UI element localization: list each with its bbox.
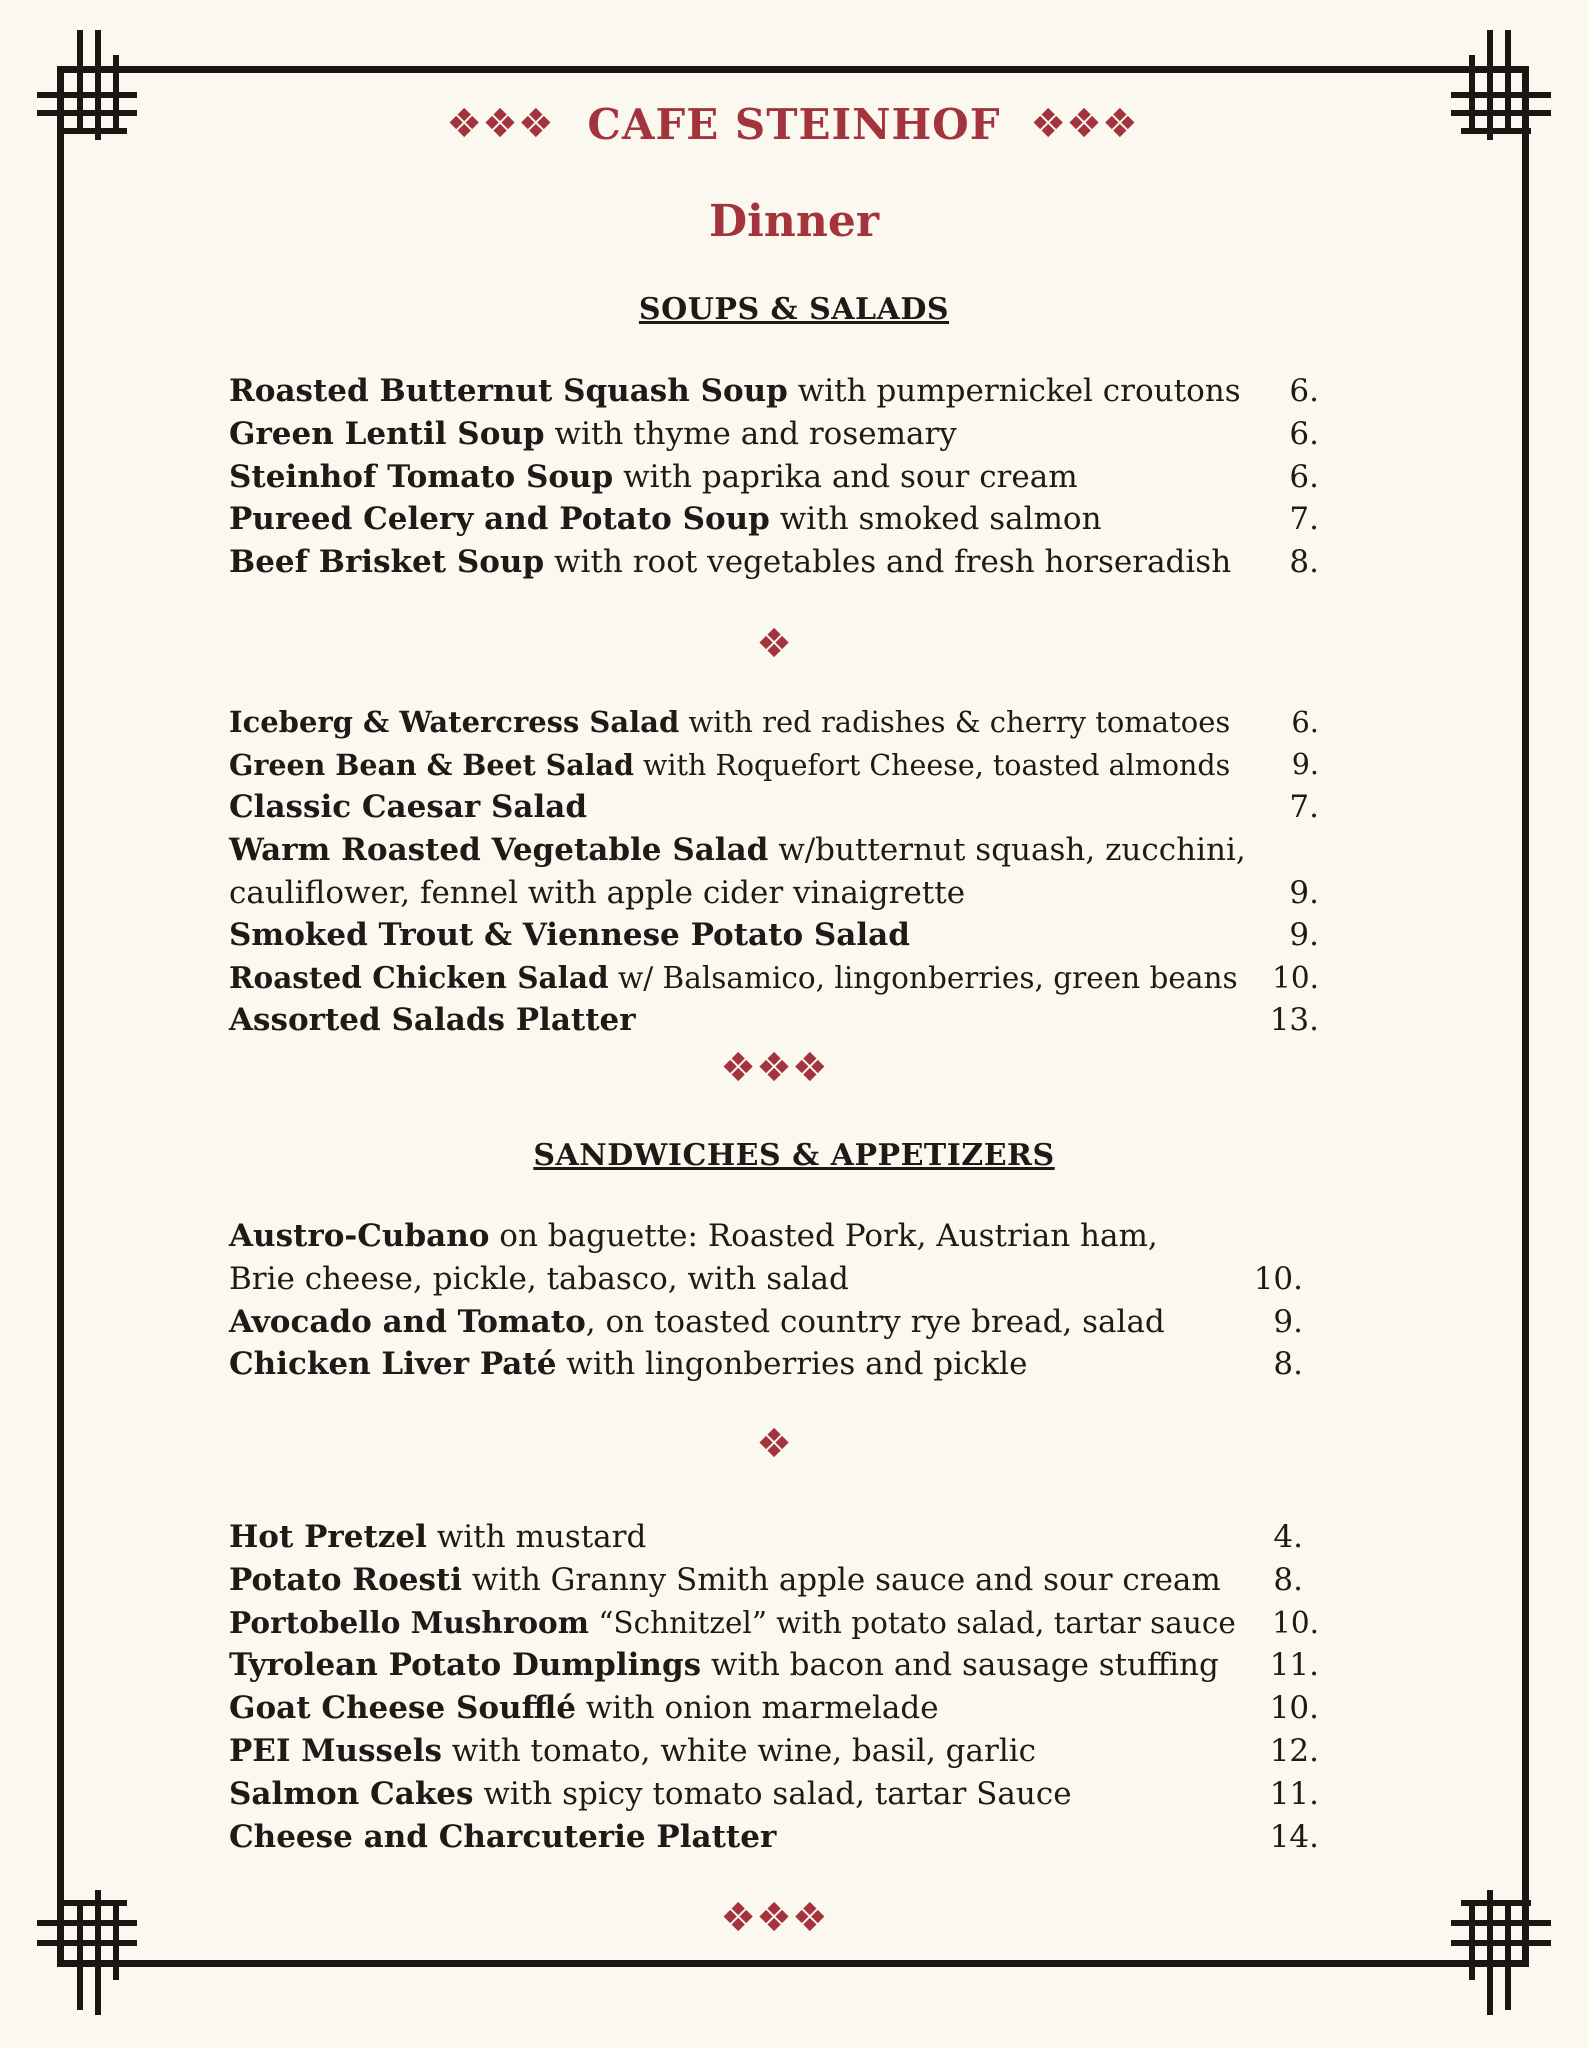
corner-br-v3 <box>1505 1900 1511 2010</box>
divider-ornament: ❖ <box>756 1421 792 1467</box>
section-heading-sandwiches-appetizers: SANDWICHES & APPETIZERS <box>533 1138 1055 1173</box>
corner-br-h2 <box>1451 1920 1551 1926</box>
menu-item <box>229 370 1319 412</box>
corner-bl-v3 <box>113 1900 119 1980</box>
item-name: Green Lentil Soup <box>229 416 545 452</box>
corner-tl-h1 <box>37 92 137 98</box>
ornament-left: ❖❖❖ <box>446 101 554 147</box>
item-name: Salmon Cakes <box>229 1776 474 1812</box>
item-price: 13. <box>1269 1002 1319 1038</box>
item-description: with smoked salmon <box>769 501 1102 537</box>
corner-bl-h2 <box>37 1920 137 1926</box>
corner-br-h3 <box>1451 1940 1551 1946</box>
divider-ornament: ❖❖❖ <box>720 1045 828 1091</box>
item-name: Smoked Trout & Viennese Potato Salad <box>229 917 910 953</box>
item-name: Tyrolean Potato Dumplings <box>229 1647 702 1683</box>
item-description: with mustard <box>426 1519 647 1555</box>
item-price: 9. <box>1289 917 1319 953</box>
item-name: Warm Roasted Vegetable Salad <box>229 832 769 868</box>
item-price: 11. <box>1269 1647 1319 1683</box>
item-price: 4. <box>1273 1519 1303 1555</box>
menu-item <box>229 498 1319 540</box>
menu-item <box>229 999 1319 1041</box>
item-description: with onion marmelade <box>575 1690 939 1726</box>
menu-item <box>229 1301 1319 1343</box>
item-name: Beef Brisket Soup <box>229 544 545 580</box>
menu-item <box>229 1644 1319 1686</box>
item-name: Iceberg & Watercress Salad <box>229 705 680 739</box>
menu-item <box>229 829 1319 871</box>
menu-item <box>229 1602 1319 1644</box>
item-description: w/butternut squash, zucchini, <box>768 832 1246 868</box>
item-name: Green Bean & Beet Salad <box>229 748 634 782</box>
item-description: cauliflower, fennel with apple cider vinaigrette <box>229 875 966 911</box>
menu-item <box>229 1516 1319 1558</box>
menu-title: Dinner <box>708 196 880 247</box>
item-description: with thyme and rosemary <box>544 416 957 452</box>
item-description: with bacon and sausage stuffing <box>701 1647 1219 1683</box>
item-name: Steinhof Tomato Soup <box>229 459 614 495</box>
item-price: 10. <box>1253 1261 1303 1297</box>
item-description: with red radishes & cherry tomatoes <box>679 705 1231 739</box>
item-price: 8. <box>1273 1346 1303 1382</box>
corner-tr-h1 <box>1451 92 1551 98</box>
menu-item <box>229 957 1319 999</box>
item-price: 7. <box>1289 501 1319 537</box>
item-name: Roasted Butternut Squash Soup <box>229 373 788 409</box>
item-description: , on toasted country rye bread, salad <box>585 1304 1165 1340</box>
corner-bl-v2 <box>95 1890 101 2015</box>
item-description: “Schnitzel” with potato salad, tartar sauce <box>588 1606 1236 1640</box>
item-name: Cheese and Charcuterie Platter <box>229 1819 777 1855</box>
item-name: Hot Pretzel <box>229 1519 427 1555</box>
frame-right-line <box>1522 66 1529 1967</box>
item-description: with spicy tomato salad, tartar Sauce <box>473 1776 1072 1812</box>
menu-item <box>229 541 1319 583</box>
menu-item <box>229 1215 1319 1257</box>
frame-left-line <box>57 66 64 1967</box>
menu-item <box>229 456 1319 498</box>
corner-br-v1 <box>1469 1900 1475 1980</box>
item-name: Potato Roesti <box>229 1562 463 1598</box>
ornament-right: ❖❖❖ <box>1030 101 1138 147</box>
item-description: with root vegetables and fresh horseradish <box>544 544 1232 580</box>
item-name: Avocado and Tomato <box>229 1304 586 1340</box>
item-price: 6. <box>1289 459 1319 495</box>
corner-bl-h3 <box>37 1940 137 1946</box>
menu-item <box>229 1773 1319 1815</box>
item-price: 9. <box>1291 748 1319 781</box>
item-description: w/ Balsamico, lingonberries, green beans <box>608 961 1238 995</box>
item-price: 7. <box>1289 789 1319 825</box>
item-name: Goat Cheese Soufflé <box>229 1690 576 1726</box>
frame-bottom-line <box>57 1960 1529 1967</box>
corner-br-v2 <box>1487 1890 1493 2015</box>
menu-item <box>229 786 1319 828</box>
item-description: with tomato, white wine, basil, garlic <box>441 1733 1037 1769</box>
menu-item <box>229 701 1319 743</box>
menu-item-continuation <box>229 1258 1319 1300</box>
item-price: 14. <box>1269 1819 1319 1855</box>
menu-item-continuation <box>229 872 1319 914</box>
item-name: Portobello Mushroom <box>229 1605 589 1640</box>
menu-item <box>229 914 1319 956</box>
item-name: Pureed Celery and Potato Soup <box>229 501 770 537</box>
menu-item <box>229 1343 1319 1385</box>
item-description: with Granny Smith apple sauce and sour cream <box>462 1562 1221 1598</box>
menu-item <box>229 1816 1319 1858</box>
menu-item <box>229 744 1319 786</box>
item-price: 6. <box>1289 373 1319 409</box>
item-price: 10. <box>1269 1690 1319 1726</box>
item-description: with Roquefort Cheese, toasted almonds <box>633 749 1231 782</box>
item-price: 10. <box>1272 961 1319 995</box>
item-description: on baguette: Roasted Pork, Austrian ham, <box>489 1218 1158 1254</box>
item-name: Classic Caesar Salad <box>229 789 588 825</box>
item-price: 12. <box>1269 1733 1319 1769</box>
item-price: 9. <box>1289 875 1319 911</box>
menu-item <box>229 1687 1319 1729</box>
divider-ornament: ❖ <box>756 621 792 667</box>
item-price: 6. <box>1289 416 1319 452</box>
item-price: 6. <box>1291 705 1319 739</box>
item-price: 10. <box>1272 1606 1319 1640</box>
item-name: PEI Mussels <box>229 1733 442 1769</box>
menu-item <box>229 413 1319 455</box>
item-price: 8. <box>1289 544 1319 580</box>
item-name: Chicken Liver Paté <box>229 1346 557 1382</box>
item-description: with lingonberries and pickle <box>556 1346 1028 1382</box>
menu-item <box>229 1730 1319 1772</box>
section-heading-soups-salads: SOUPS & SALADS <box>638 292 950 327</box>
item-name: Austro-Cubano <box>229 1218 490 1254</box>
item-name: Roasted Chicken Salad <box>229 960 609 995</box>
item-price: 9. <box>1273 1304 1303 1340</box>
item-description: with paprika and sour cream <box>613 459 1078 495</box>
menu-item <box>229 1559 1319 1601</box>
item-description: with pumpernickel croutons <box>787 373 1241 409</box>
corner-bl-v1 <box>77 1900 83 2010</box>
item-price: 8. <box>1273 1562 1303 1598</box>
item-price: 11. <box>1269 1776 1319 1812</box>
restaurant-name: CAFE STEINHOF <box>587 100 1001 149</box>
frame-top-line <box>57 66 1529 73</box>
item-name: Assorted Salads Platter <box>229 1002 636 1038</box>
item-description: Brie cheese, pickle, tabasco, with salad <box>229 1261 849 1297</box>
divider-ornament: ❖❖❖ <box>720 1895 828 1941</box>
